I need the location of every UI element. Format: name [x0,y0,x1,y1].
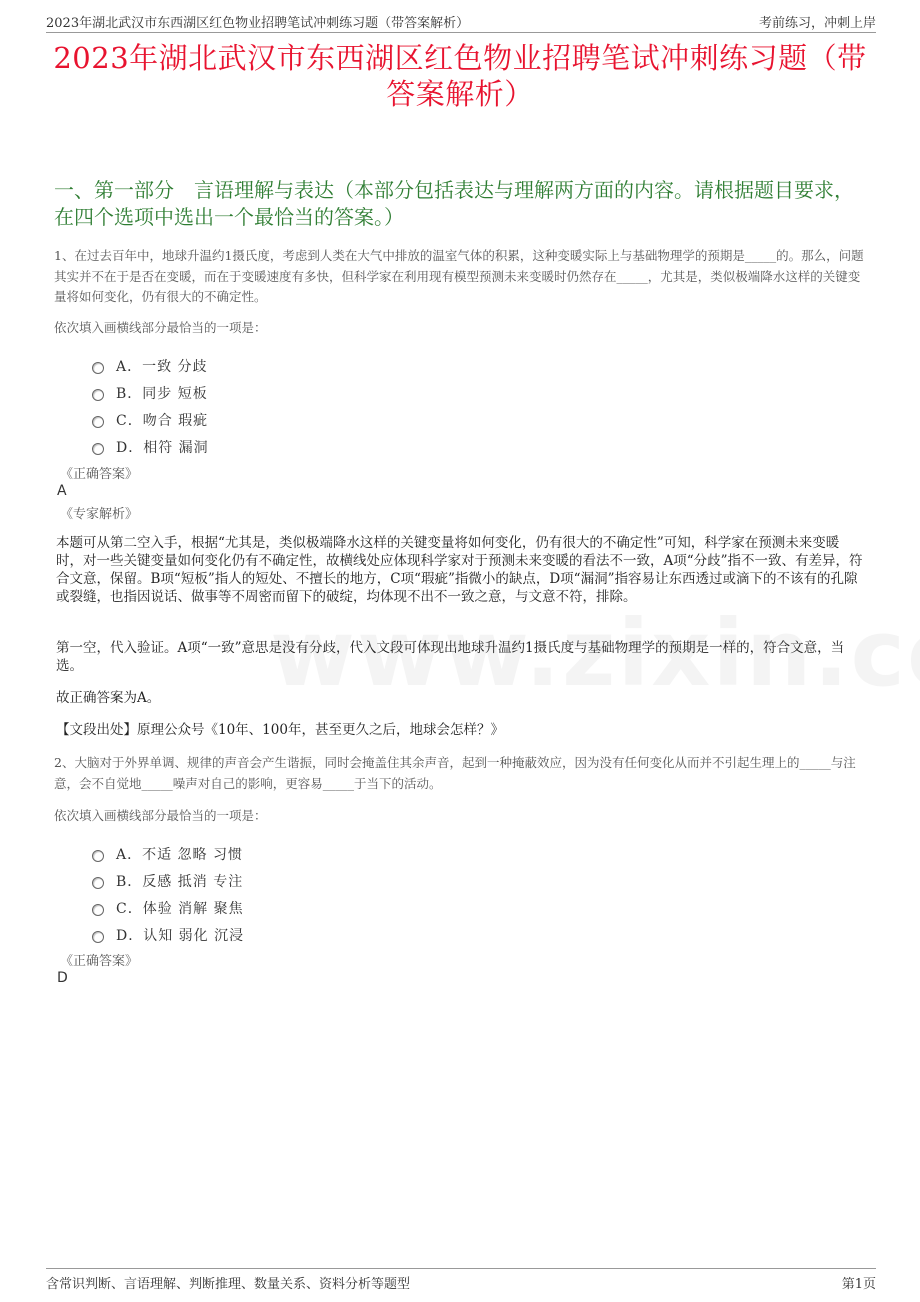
radio-icon[interactable] [92,416,104,428]
radio-icon[interactable] [92,362,104,374]
section-heading: 一、第一部分 言语理解与表达（本部分包括表达与理解两方面的内容。请根据题目要求，在四个选项中选出一个最恰当的答案。） [54,178,854,229]
radio-icon[interactable] [92,931,104,943]
page-footer [46,1268,876,1291]
question-2-text: 2、大脑对于外界单调、规律的声音会产生谐振，同时会掩盖住其余声音，起到一种掩蔽效应，因为没有任何变化从而并不引起生理上的_____与注意，会不自觉地_____噪声对自己的影响，更容易_____于当下的活动。 [54,755,856,791]
question-2-options [92,840,244,948]
header-title: 2023年湖北武汉市东西湖区红色物业招聘笔试冲刺练习题（带答案解析） [46,16,470,31]
option-label: A．不适 忽略 习惯 [116,846,244,863]
option-label: C．吻合 瑕疵 [116,412,209,429]
question-1-text: 1、在过去百年中，地球升温约1摄氏度，考虑到人类在大气中排放的温室气体的积累，这种变暖实际上与基础物理学的预期是_____的。那么，问题其实并不在于是否在变暖，而在于变暖速度有多快，但科学家在利用现有模型预测未来变暖时仍然存在_____，尤其是，类似极端降水这样的关键变量将如何变化，仍有很大的不确定性。 [54,248,864,304]
radio-icon[interactable] [92,850,104,862]
q1-option-c[interactable] [92,406,209,433]
option-label: D．相符 漏洞 [116,439,209,456]
q1-option-b[interactable] [92,379,209,406]
q1-answer-label: 《正确答案》 [60,467,139,482]
radio-icon[interactable] [92,389,104,401]
page-number: 第1页 [841,1277,876,1292]
option-label: C．体验 消解 聚焦 [116,900,244,917]
option-label: B．同步 短板 [116,385,208,402]
question-2-prompt: 依次填入画横线部分最恰当的一项是： [54,808,267,823]
footer-topics: 含常识判断、言语理解、判断推理、数量关系、资料分析等题型 [46,1277,411,1292]
q1-analysis-paragraph-3: 故正确答案为A。 [56,690,161,706]
radio-icon[interactable] [92,877,104,889]
q2-option-a[interactable] [92,840,244,867]
q1-analysis-paragraph-2: 第一空，代入验证。A项“一致”意思是没有分歧，代入文段可体现出地球升温约1摄氏度与基础物理学的预期是一样的，符合文意，当选。 [56,640,845,674]
q2-answer: D [57,970,68,986]
q2-option-c[interactable] [92,894,244,921]
option-label: A．一致 分歧 [116,358,208,375]
q1-answer: A [57,483,67,499]
document-title: 2023年湖北武汉市东西湖区红色物业招聘笔试冲刺练习题（带答案解析） [53,41,867,111]
q1-analysis-label: 《专家解析》 [60,507,139,522]
q1-option-d[interactable] [92,433,209,460]
question-1-options [92,352,209,460]
option-label: D．认知 弱化 沉浸 [116,927,245,944]
option-label: B．反感 抵消 专注 [116,873,244,890]
q1-source: 【文段出处】原理公众号《10年、100年，甚至更久之后，地球会怎样？》 [56,722,504,738]
radio-icon[interactable] [92,443,104,455]
q2-option-d[interactable] [92,921,244,948]
header-slogan: 考前练习，冲刺上岸 [758,16,876,31]
page-header [46,10,876,33]
q2-answer-label: 《正确答案》 [60,954,139,969]
q2-option-b[interactable] [92,867,244,894]
q1-analysis-paragraph-1: 本题可从第二空入手，根据“尤其是，类似极端降水这样的关键变量将如何变化，仍有很大的不确定性”可知，科学家在预测未来变暖时，对一些关键变量如何变化仍有不确定性，故横线处应体现科学家对于预测未来变暖的看法不一致，A项“分歧”指不一致、有差异，符合文意，保留。B项“短板”指人的短处、不擅长的地方，C项“瑕疵”指微小的缺点，D项“漏洞”指容易让东西透过或滴下的不该有的孔隙或裂缝，也指因说话、做事等不周密而留下的破绽，均体现不出不一致之意，与文意不符，排除。 [56,535,863,605]
radio-icon[interactable] [92,904,104,916]
q1-option-a[interactable] [92,352,209,379]
question-1-prompt: 依次填入画横线部分最恰当的一项是： [54,320,267,335]
